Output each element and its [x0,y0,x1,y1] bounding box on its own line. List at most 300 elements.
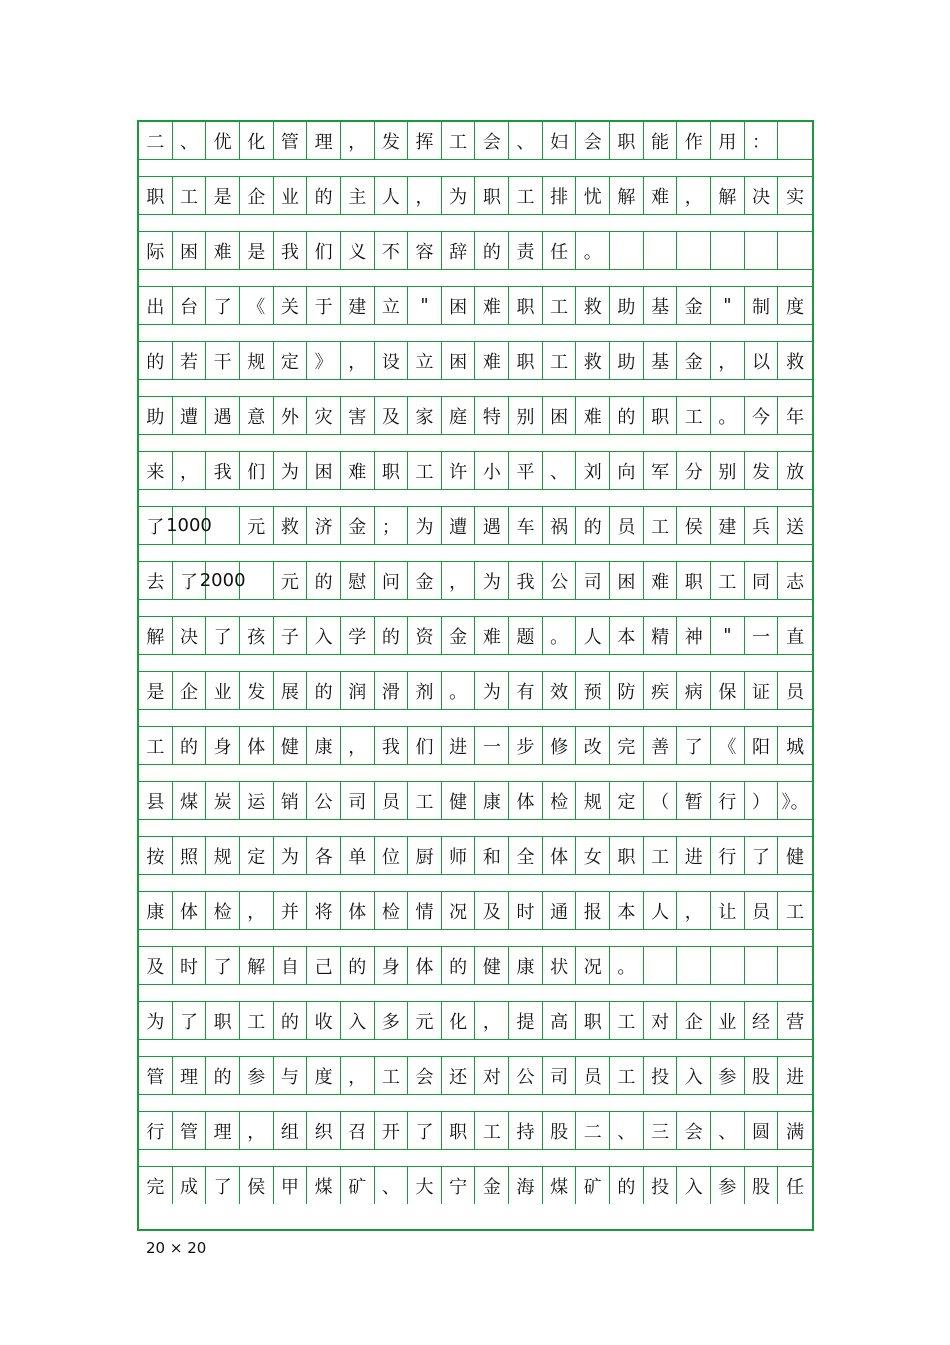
grid-cell: 遇 [476,507,510,544]
grid-cell: 和 [476,837,510,874]
grid-cell: 管 [173,1112,207,1149]
grid-cell: 的 [341,947,375,984]
grid-cell: 出 [139,287,173,324]
grid-cell: 了 [745,837,779,874]
grid-cell: ， [677,177,711,214]
grid-row [139,397,812,434]
grid-cell: 的 [307,177,341,214]
row-separator [139,1149,812,1167]
grid-cell: 解 [240,947,274,984]
grid-cell: 行 [711,837,745,874]
grid-cell: 元 [240,507,274,544]
grid-cell: 入 [307,617,341,654]
grid-cell: 题 [509,617,543,654]
grid-cell: 理 [307,122,341,159]
grid-cell: 理 [173,1057,207,1094]
grid-cell: 兵 [745,507,779,544]
grid-cell: 的 [375,617,409,654]
grid-cell: 女 [576,837,610,874]
grid-cell: 阳 [745,727,779,764]
grid-cell: 剂 [408,672,442,709]
grid-cell: 度 [786,296,805,318]
grid-cell: 侯 [677,507,711,544]
grid-cell: 别 [509,397,543,434]
grid-cell: 进 [442,727,476,764]
grid-cell: 救 [576,287,610,324]
grid-cell: 参 [711,1167,745,1204]
grid-cell: 煤 [173,782,207,819]
grid-cell: 庭 [442,397,476,434]
grid-cell: ， [476,1002,510,1039]
grid-cell: 的 [307,562,341,599]
grid-cell: 入 [341,1002,375,1039]
grid-cell: 理 [206,1112,240,1149]
grid-cell: 规 [240,342,274,379]
grid-cell: ， [173,452,207,489]
grid-cell: 行 [139,1112,173,1149]
grid-cell: 及 [375,397,409,434]
grid-cell: 健 [476,947,510,984]
grid-cell: " [408,287,442,324]
grid-cell: 们 [240,452,274,489]
grid-cell [610,232,644,269]
row-separator [139,709,812,727]
grid-cell: 优 [206,122,240,159]
grid-cell: 身 [206,727,240,764]
grid-cell: ， [677,892,711,929]
grid-cell: 职 [509,342,543,379]
grid-cell: 我 [375,727,409,764]
grid-cell: 发 [745,452,779,489]
grid-cell: 为 [408,507,442,544]
grid-cell: 报 [576,892,610,929]
grid-cell: 难 [476,342,510,379]
grid-cell: 主 [341,177,375,214]
grid-cell: 、 [543,452,577,489]
row-separator [139,434,812,452]
grid-cell: 一 [745,617,779,654]
grid-cell: 体 [408,947,442,984]
grid-cell: 工 [644,837,678,874]
grid-cell: 孩 [240,617,274,654]
grid-cell: 资 [408,617,442,654]
grid-cell: 年 [786,406,805,428]
grid-cell: 工 [610,1057,644,1094]
grid-cell: 了 [173,1002,207,1039]
grid-cell: 的 [476,232,510,269]
grid-cell: 通 [543,892,577,929]
grid-cell: 人 [375,177,409,214]
grid-cell: 工 [786,901,805,923]
grid-cell: 的 [173,727,207,764]
grid-cell: 自 [274,947,308,984]
grid-cell: 收 [307,1002,341,1039]
grid-cell: 实 [786,186,805,208]
grid-cell [240,562,274,599]
grid-cell: 了 [408,1112,442,1149]
grid-cell: 投 [644,1057,678,1094]
grid-cell: 矿 [341,1167,375,1204]
grid-cell: 业 [711,1002,745,1039]
grid-cell: 作 [677,122,711,159]
grid-cell: 身 [375,947,409,984]
grid-row [139,892,812,929]
grid-cell: 发 [375,122,409,159]
grid-cell: 为 [139,1002,173,1039]
grid-cell: 我 [509,562,543,599]
grid-cell: 况 [576,947,610,984]
grid-cell: 、 [610,1112,644,1149]
grid-cell: 放 [786,461,805,483]
grid-cell: 许 [442,452,476,489]
grid-cell: 责 [509,232,543,269]
grid-cell: 了 [677,727,711,764]
grid-cell: " [711,287,745,324]
grid-cell: 康 [307,727,341,764]
grid-cell: 侯 [240,1167,274,1204]
grid-row [139,617,812,654]
grid-cell: 难 [644,562,678,599]
grid-cell: 二 [576,1112,610,1149]
grid-cell: 了 [206,1167,240,1204]
grid-cell: 会 [576,122,610,159]
grid-row [139,837,812,874]
grid-cell: 参 [711,1057,745,1094]
grid-cell: 。 [576,232,610,269]
grid-cell: 。 [711,397,745,434]
grid-cell: 《 [240,287,274,324]
grid-cell: 本 [610,617,644,654]
grid-cell: 城 [786,736,805,758]
grid-cell: 宁 [442,1167,476,1204]
grid-cell: 司 [341,782,375,819]
grid-cell: 度 [307,1057,341,1094]
grid-cell: 同 [745,562,779,599]
grid-cell: 防 [610,672,644,709]
grid-cell: 滑 [375,672,409,709]
grid-cell: 。 [543,617,577,654]
grid-cell: 多 [375,1002,409,1039]
grid-cell: 股 [745,1057,779,1094]
grid-cell: 为 [476,562,510,599]
row-separator [139,544,812,562]
grid-cell: 祸 [543,507,577,544]
grid-cell: 工 [644,507,678,544]
grid-cell: 职 [677,562,711,599]
grid-cell: 困 [307,452,341,489]
row-separator [139,654,812,672]
grid-cell: 、 [711,1112,745,1149]
grid-cell: 照 [173,837,207,874]
grid-cell: 本 [610,892,644,929]
grid-cell: 体 [173,892,207,929]
grid-cell: 制 [745,287,779,324]
grid-cell: 的 [576,507,610,544]
grid-cell: 步 [509,727,543,764]
grid-cell: 我 [206,452,240,489]
grid-cell: 。 [442,672,476,709]
grid-cell: 2000 [206,562,240,599]
grid-cell: 高 [543,1002,577,1039]
grid-cell: 关 [274,287,308,324]
grid-cell: 厨 [408,837,442,874]
grid-cell: 入 [677,1167,711,1204]
grid-cell: 进 [677,837,711,874]
grid-cell: 提 [509,1002,543,1039]
grid-cell: 设 [375,342,409,379]
grid-cell: 职 [509,287,543,324]
grid-row [139,177,812,214]
grid-cell: 工 [610,1002,644,1039]
grid-cell: 会 [408,1057,442,1094]
grid-cell: 师 [442,837,476,874]
grid-cell: 及 [476,892,510,929]
grid-cell: ， [711,342,745,379]
grid-cell: 二 [139,122,173,159]
grid-cell: 甲 [274,1167,308,1204]
grid-cell: 。 [610,947,644,984]
grid-cell: 润 [341,672,375,709]
grid-cell: 人 [644,892,678,929]
row-separator [139,599,812,617]
grid-cell: 困 [543,397,577,434]
grid-cell: ， [341,342,375,379]
row-separator [139,764,812,782]
grid-cell [745,232,779,269]
grid-cell: 子 [274,617,308,654]
grid-cell: 金 [677,342,711,379]
grid-cell: 员 [576,1057,610,1094]
grid-cell: 满 [786,1121,805,1143]
grid-cell: 用 [711,122,745,159]
grid-cell: 员 [610,507,644,544]
grid-cell: 煤 [307,1167,341,1204]
row-separator [139,379,812,397]
row-separator [139,159,812,177]
grid-cell: 难 [476,617,510,654]
grid-cell: 成 [173,1167,207,1204]
grid-cell: 体 [543,837,577,874]
grid-cell: 难 [476,287,510,324]
grid-cell: 织 [307,1112,341,1149]
row-separator [139,269,812,287]
grid-cell: 按 [139,837,173,874]
grid-cell [677,947,711,984]
grid-cell: 小 [476,452,510,489]
grid-cell: 职 [139,177,173,214]
grid-cell: 学 [341,617,375,654]
grid-cell: 了 [139,507,173,544]
grid-cell: 工 [375,1057,409,1094]
grid-cell: 股 [543,1112,577,1149]
grid-cell: 证 [745,672,779,709]
grid-cell: 金 [341,507,375,544]
grid-cell: 健 [442,782,476,819]
grid-cell: 入 [677,1057,711,1094]
grid-cell: 排 [543,177,577,214]
grid-cell: 管 [274,122,308,159]
grid-cell: 进 [786,1066,805,1088]
row-separator [139,1039,812,1057]
grid-cell: 不 [375,232,409,269]
grid-row [139,122,812,159]
grid-cell: 于 [307,287,341,324]
grid-row [139,562,812,599]
grid-cell: 大 [408,1167,442,1204]
grid-row [139,1112,812,1149]
grid-cell [711,232,745,269]
grid-cell: 完 [139,1167,173,1204]
grid-cell: 己 [307,947,341,984]
grid-cell: 与 [274,1057,308,1094]
grid-size-label: 20 × 20 [146,1239,207,1257]
grid-row [139,672,812,709]
grid-cell: 定 [240,837,274,874]
grid-cell: 工 [543,342,577,379]
grid-cell: 难 [206,232,240,269]
row-separator [139,874,812,892]
grid-cell: 员 [786,681,805,703]
row-separator [139,984,812,1002]
grid-cell: 管 [139,1057,173,1094]
grid-cell: 平 [509,452,543,489]
grid-cell: 煤 [543,1167,577,1204]
grid-cell: 害 [341,397,375,434]
grid-cell: 解 [711,177,745,214]
grid-cell: ： [745,122,779,159]
grid-cell: 济 [307,507,341,544]
grid-cell: 人 [576,617,610,654]
grid-cell: 暂 [677,782,711,819]
grid-cell: 对 [476,1057,510,1094]
grid-cell: 基 [644,287,678,324]
grid-cell: 决 [745,177,779,214]
grid-cell: 并 [274,892,308,929]
grid-cell: 志 [786,571,805,593]
grid-cell: 救 [786,351,805,373]
grid-cell: 企 [240,177,274,214]
grid-cell: 台 [173,287,207,324]
grid-cell: 职 [576,1002,610,1039]
row-separator [139,214,812,232]
grid-cell: 分 [677,452,711,489]
grid-cell: 来 [139,452,173,489]
grid-cell: 员 [745,892,779,929]
grid-cell: 公 [307,782,341,819]
grid-cell: 检 [206,892,240,929]
grid-cell: 三 [644,1112,678,1149]
grid-cell: 让 [711,892,745,929]
grid-cell: 会 [677,1112,711,1149]
grid-cell: 营 [786,1011,805,1033]
grid-cell: 规 [576,782,610,819]
grid-cell: 企 [677,1002,711,1039]
grid-cell: 忧 [576,177,610,214]
grid-cell: 去 [139,562,173,599]
grid-cell: 金 [677,287,711,324]
grid-cell: 以 [745,342,779,379]
grid-cell: 家 [408,397,442,434]
grid-cell: 定 [274,342,308,379]
grid-cell: 司 [576,562,610,599]
grid-cell: 及 [139,947,173,984]
grid-cell: 、 [173,122,207,159]
grid-cell: 直 [786,626,805,648]
grid-cell: 体 [341,892,375,929]
grid-cell: 解 [139,617,173,654]
grid-cell: 单 [341,837,375,874]
grid-cell: 工 [408,782,442,819]
grid-cell: 定 [610,782,644,819]
grid-cell: 工 [476,1112,510,1149]
grid-cell: 挥 [408,122,442,159]
grid-row [139,727,812,764]
grid-row [139,232,812,269]
row-separator [139,929,812,947]
grid-cell: 金 [442,617,476,654]
grid-cell: 工 [139,727,173,764]
grid-cell: 还 [442,1057,476,1094]
grid-cell: 军 [644,452,678,489]
grid-cell: 销 [274,782,308,819]
grid-cell: 辞 [442,232,476,269]
grid-cell: 圆 [745,1112,779,1149]
grid-cell: " [711,617,745,654]
grid-row [139,782,812,819]
grid-row [139,1002,812,1039]
grid-cell: 病 [677,672,711,709]
grid-cell: 化 [442,1002,476,1039]
grid-cell: 意 [240,397,274,434]
grid-cell: 是 [139,672,173,709]
grid-cell: 化 [240,122,274,159]
grid-cell: 建 [711,507,745,544]
grid-cell: 各 [307,837,341,874]
grid-cell: 是 [206,177,240,214]
grid-cell: （ [644,782,678,819]
grid-cell: 际 [139,232,173,269]
grid-cell: 的 [274,1002,308,1039]
grid-cell: 了 [206,287,240,324]
grid-cell: 善 [644,727,678,764]
grid-cell: 别 [711,452,745,489]
grid-cell: 公 [543,562,577,599]
grid-cell: 、 [375,1167,409,1204]
grid-cell [644,232,678,269]
grid-row [139,507,812,544]
grid-cell: 业 [206,672,240,709]
grid-cell: 业 [274,177,308,214]
grid-cell: 发 [240,672,274,709]
grid-cell: 召 [341,1112,375,1149]
grid-cell: 遭 [173,397,207,434]
grid-cell: 工 [509,177,543,214]
grid-row [139,1057,812,1094]
grid-cell: 》。 [781,791,809,813]
grid-cell: 康 [509,947,543,984]
grid-row [139,947,812,984]
grid-cell: 了 [173,562,207,599]
grid-cell: 将 [307,892,341,929]
grid-cell: 任 [543,232,577,269]
grid-cell: 健 [786,846,805,868]
grid-cell: 展 [274,672,308,709]
grid-cell: 员 [375,782,409,819]
grid-cell: 刘 [576,452,610,489]
grid-cell: 县 [139,782,173,819]
grid-cell: 炭 [206,782,240,819]
grid-cell: 效 [543,672,577,709]
